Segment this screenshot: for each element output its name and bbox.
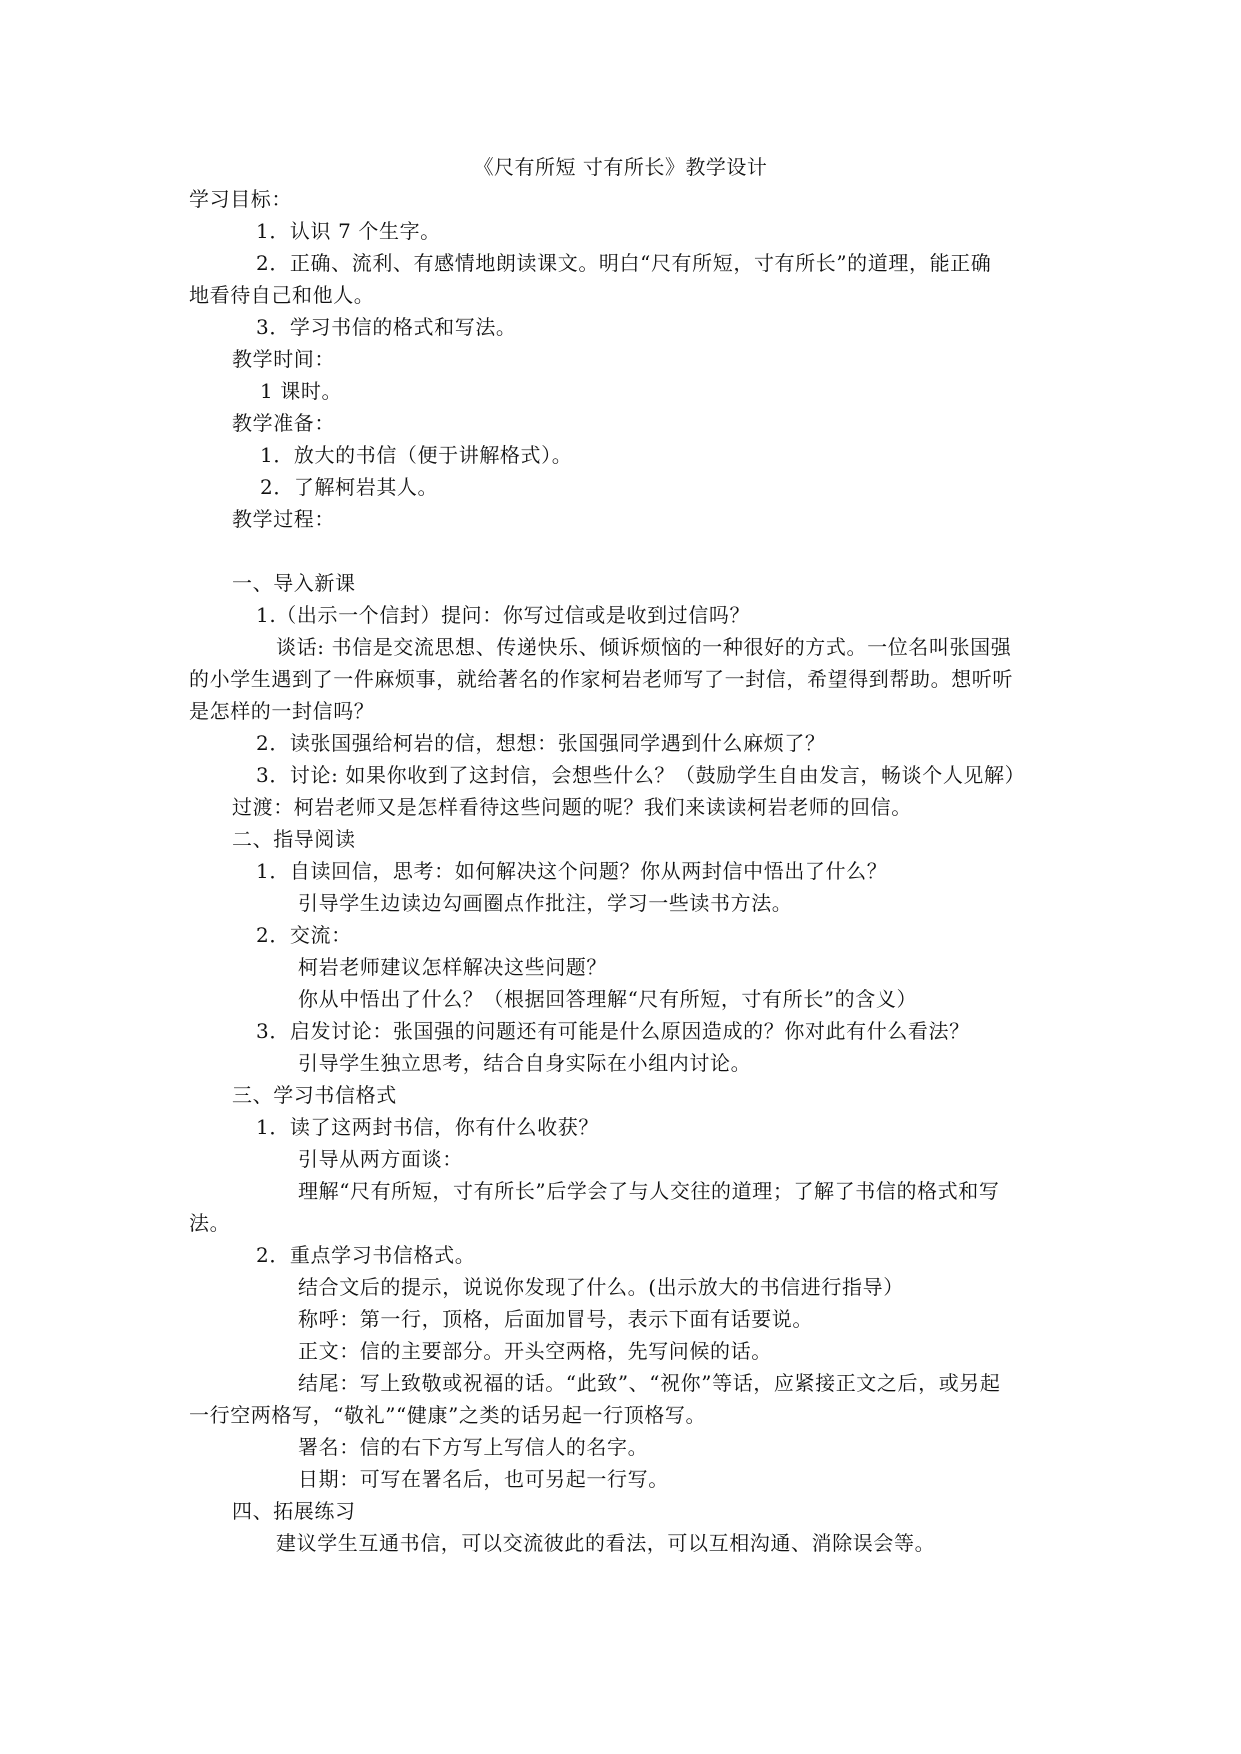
- prep-1: 1．放大的书信（便于讲解格式）。: [260, 443, 573, 467]
- teaching-time-value: 1 课时。: [260, 379, 343, 403]
- section-3-item-2: 2．重点学习书信格式。: [256, 1243, 476, 1267]
- format-closing: 结尾：写上致敬或祝福的话。“此致”、“祝你”等话，应紧接正文之后，或另起: [298, 1371, 1001, 1395]
- section-1-talk-cont-1: 的小学生遇到了一件麻烦事，就给著名的作家柯岩老师写了一封信，希望得到帮助。想听听: [189, 667, 1013, 691]
- section-2-item-3-note: 引导学生独立思考，结合自身实际在小组内讨论。: [298, 1051, 752, 1075]
- format-signature: 署名：信的右下方写上写信人的名字。: [298, 1435, 649, 1459]
- section-2-item-1-note: 引导学生边读边勾画圈点作批注，学习一些读书方法。: [298, 891, 793, 915]
- format-body: 正文：信的主要部分。开头空两格，先写问候的话。: [298, 1339, 772, 1363]
- goal-3: 3．学习书信的格式和写法。: [256, 315, 517, 339]
- heading-learning-goals: 学习目标：: [189, 187, 292, 211]
- format-closing-cont: 一行空两格写，“敬礼”“健康”之类的话另起一行顶格写。: [189, 1403, 707, 1427]
- section-3-item-1-detail-cont: 法。: [189, 1211, 231, 1235]
- section-3-item-1: 1．读了这两封书信，你有什么收获？: [256, 1115, 599, 1139]
- section-4-content: 建议学生互通书信，可以交流彼此的看法，可以互相沟通、消除误会等。: [276, 1531, 936, 1555]
- section-2-item-2-q1: 柯岩老师建议怎样解决这些问题？: [298, 955, 607, 979]
- section-4-heading: 四、拓展练习: [232, 1499, 356, 1523]
- section-1-talk: 谈话: 书信是交流思想、传递快乐、倾诉烦恼的一种很好的方式。一位名叫张国强: [276, 635, 1012, 659]
- goal-1: 1．认识 7 个生字。: [256, 219, 441, 243]
- section-1-item-1: 1.（出示一个信封）提问：你写过信或是收到过信吗？: [256, 603, 751, 627]
- prep-2: 2．了解柯岩其人。: [260, 475, 439, 499]
- section-3-item-1-guide: 引导从两方面谈：: [298, 1147, 463, 1171]
- goal-2-cont: 地看待自己和他人。: [189, 283, 375, 307]
- section-2-item-3: 3．启发讨论：张国强的问题还有可能是什么原因造成的？你对此有什么看法？: [256, 1019, 970, 1043]
- heading-teaching-time: 教学时间：: [232, 347, 335, 371]
- section-2-item-2-q2: 你从中悟出了什么？（根据回答理解“尺有所短，寸有所长”的含义）: [298, 987, 918, 1011]
- goal-2: 2．正确、流利、有感情地朗读课文。明白“尺有所短，寸有所长”的道理，能正确: [256, 251, 992, 275]
- section-3-item-2-hint: 结合文后的提示，说说你发现了什么。(出示放大的书信进行指导）: [298, 1275, 904, 1299]
- section-1-transition: 过渡：柯岩老师又是怎样看待这些问题的呢？我们来读读柯岩老师的回信。: [232, 795, 912, 819]
- section-2-item-1: 1．自读回信，思考：如何解决这个问题？你从两封信中悟出了什么？: [256, 859, 888, 883]
- heading-teaching-process: 教学过程：: [232, 507, 335, 531]
- section-1-item-2: 2．读张国强给柯岩的信，想想：张国强同学遇到什么麻烦了？: [256, 731, 826, 755]
- format-date: 日期：可写在署名后，也可另起一行写。: [298, 1467, 669, 1491]
- heading-teaching-prep: 教学准备：: [232, 411, 335, 435]
- section-1-talk-cont-2: 是怎样的一封信吗？: [189, 699, 375, 723]
- section-1-heading: 一、导入新课: [232, 571, 356, 595]
- section-2-heading: 二、指导阅读: [232, 827, 356, 851]
- format-salutation: 称呼：第一行，顶格，后面加冒号，表示下面有话要说。: [298, 1307, 813, 1331]
- document-title: 《尺有所短 寸有所长》教学设计: [473, 155, 768, 179]
- section-1-item-3: 3．讨论: 如果你收到了这封信，会想些什么？（鼓励学生自由发言，畅谈个人见解）: [256, 763, 1026, 787]
- section-3-heading: 三、学习书信格式: [232, 1083, 397, 1107]
- section-2-item-2: 2．交流：: [256, 923, 352, 947]
- section-3-item-1-detail: 理解“尺有所短，寸有所长”后学会了与人交往的道理；了解了书信的格式和写: [298, 1179, 1000, 1203]
